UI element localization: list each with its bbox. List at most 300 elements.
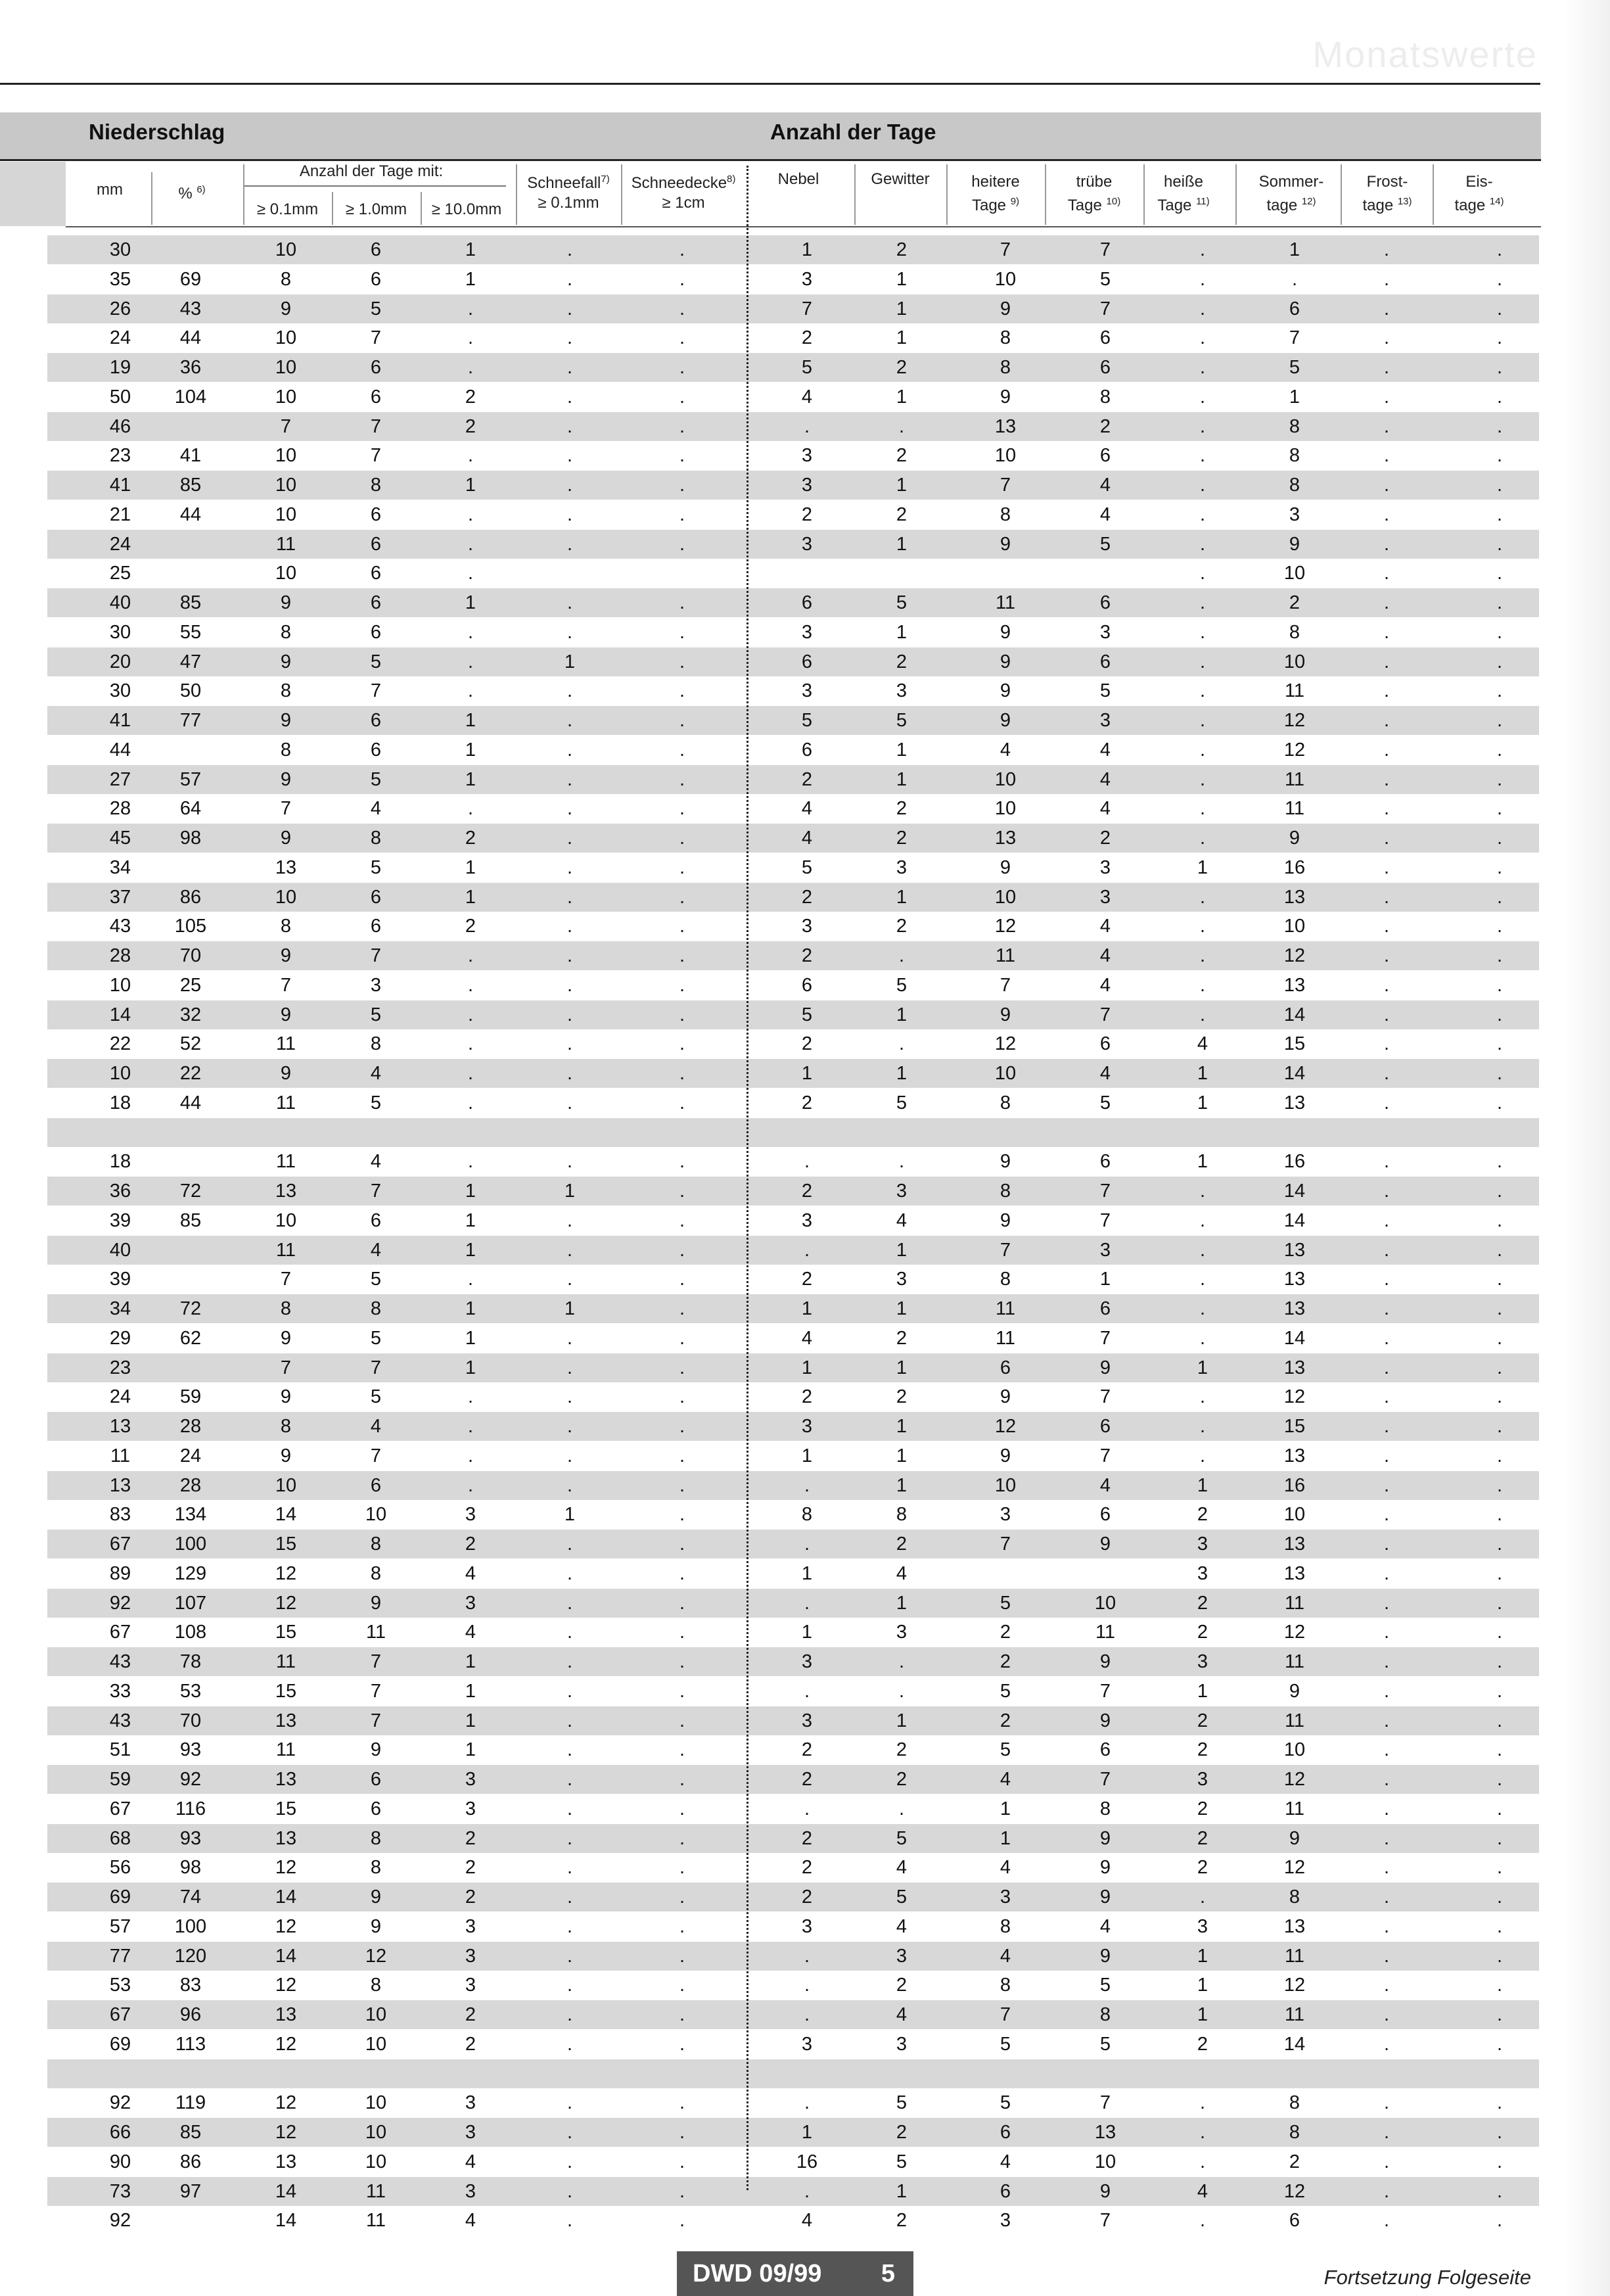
table-cell	[969, 1118, 1042, 1147]
table-cell: 34	[109, 1298, 131, 1319]
table-cell: 2	[801, 1828, 813, 1849]
table-cell: 69	[179, 269, 202, 290]
table-cell: 7	[1099, 2092, 1111, 2113]
table-cell: 78	[179, 1651, 202, 1672]
table-cell: 8	[370, 828, 382, 849]
table-cell: 24	[179, 1445, 202, 1466]
table-cell: .	[679, 1328, 685, 1349]
table-cell: 11	[1284, 1593, 1305, 1614]
table-cell: 90	[109, 2151, 131, 2172]
table-cell: 8	[370, 1033, 382, 1054]
table-cell: .	[679, 1975, 685, 1996]
table-cell: .	[1383, 916, 1390, 937]
table-row	[47, 736, 1539, 764]
table-cell: .	[566, 387, 573, 408]
header-subrule	[243, 185, 506, 187]
table-row	[47, 1206, 1539, 1235]
table-cell: 13	[109, 1416, 131, 1437]
table-cell: 1	[896, 622, 908, 643]
table-cell: 3	[465, 2122, 476, 2143]
table-cell: 16	[1283, 857, 1306, 878]
table-cell: .	[467, 798, 474, 819]
table-cell: 14	[1283, 1004, 1306, 1025]
table-cell: 2	[896, 357, 908, 378]
table-cell: 12	[1283, 1857, 1306, 1878]
table-cell: .	[566, 2122, 573, 2143]
table-cell: 1	[896, 1240, 908, 1261]
table-cell	[1166, 1118, 1239, 1147]
table-cell: .	[566, 1386, 573, 1407]
table-cell: 85	[179, 1210, 202, 1231]
table-cell: 1	[465, 1210, 476, 1231]
table-cell: .	[804, 1946, 810, 1967]
table-cell: .	[1199, 1240, 1206, 1261]
table-cell: .	[1383, 1269, 1390, 1290]
table-cell: 4	[896, 2004, 908, 2025]
table-cell: 8	[370, 1828, 382, 1849]
table-cell: 6	[370, 592, 382, 613]
table-cell: .	[1199, 1886, 1206, 1908]
table-cell: .	[566, 1416, 573, 1437]
table-cell: 11	[1284, 1710, 1305, 1731]
table-cell: 14	[1283, 2034, 1306, 2055]
table-cell: 3	[1197, 1651, 1208, 1672]
table-row	[47, 1147, 1539, 1176]
header-separator	[332, 192, 333, 225]
table-cell: .	[566, 1975, 573, 1996]
table-cell: 108	[174, 1622, 207, 1643]
table-cell: .	[566, 1916, 573, 1937]
table-cell: 12	[275, 2092, 297, 2113]
col-header-heitere-tage: heitere Tage $^{9)}$	[971, 173, 1020, 214]
table-cell: .	[1199, 916, 1206, 937]
table-cell: 15	[1283, 1416, 1306, 1437]
table-cell: .	[1383, 975, 1390, 996]
table-cell: 8	[1000, 1975, 1011, 1996]
table-cell: 36	[109, 1181, 131, 1202]
table-cell: .	[679, 357, 685, 378]
header-separator	[946, 164, 948, 225]
table-cell: 9	[1000, 1210, 1011, 1231]
table-cell: .	[679, 1151, 685, 1172]
table-cell: 4	[1000, 1769, 1011, 1790]
table-cell: .	[1383, 2092, 1390, 2113]
table-cell: 10	[275, 1475, 297, 1496]
table-cell: .	[566, 1151, 573, 1172]
table-cell: .	[1496, 1416, 1503, 1437]
table-cell: 9	[1099, 1710, 1111, 1731]
table-cell: 10	[994, 1063, 1017, 1084]
table-cell: 9	[280, 1445, 292, 1466]
table-cell: .	[898, 1798, 905, 1819]
table-cell: .	[679, 534, 685, 555]
table-cell: 1	[801, 239, 813, 260]
table-cell: 3	[1000, 1504, 1011, 1525]
table-row	[47, 1589, 1539, 1618]
table-cell: .	[566, 1004, 573, 1025]
table-cell: 9	[1000, 387, 1011, 408]
table-cell: 1	[801, 1563, 813, 1584]
table-cell: 3	[801, 1416, 813, 1437]
table-cell: .	[1383, 1886, 1390, 1908]
table-cell: 52	[179, 1033, 202, 1054]
header-separator	[854, 164, 856, 225]
table-cell: 12	[1283, 739, 1306, 761]
table-cell: .	[467, 975, 474, 996]
table-cell: 14	[275, 2181, 297, 2202]
table-cell: .	[1383, 387, 1390, 408]
table-cell: 20	[109, 651, 131, 672]
table-cell: 4	[465, 1563, 476, 1584]
table-cell: 9	[280, 651, 292, 672]
table-cell: 72	[179, 1298, 202, 1319]
table-cell	[646, 1118, 718, 1147]
table-cell	[154, 530, 227, 559]
table-cell: 43	[109, 916, 131, 937]
table-cell: .	[1199, 2122, 1206, 2143]
table-cell: 4	[896, 1916, 908, 1937]
table-cell: .	[566, 975, 573, 996]
table-cell: 8	[1099, 2004, 1111, 2025]
table-cell	[434, 1118, 507, 1147]
table-row	[47, 1912, 1539, 1941]
table-cell: .	[1383, 1181, 1390, 1202]
table-cell: .	[679, 1769, 685, 1790]
table-cell: 7	[370, 945, 382, 966]
table-cell: .	[566, 445, 573, 466]
table-cell: 9	[1000, 1151, 1011, 1172]
table-cell: .	[804, 2004, 810, 2025]
table-cell: .	[1199, 828, 1206, 849]
table-cell: .	[566, 327, 573, 348]
table-cell: .	[1199, 2092, 1206, 2113]
table-row	[47, 794, 1539, 823]
table-cell: 1	[1197, 1975, 1208, 1996]
table-cell: .	[566, 1622, 573, 1643]
section-divider	[747, 166, 748, 2190]
table-cell: 5	[1099, 2034, 1111, 2055]
table-cell: .	[1496, 357, 1503, 378]
table-cell: 8	[1099, 1798, 1111, 1819]
table-cell: .	[566, 769, 573, 790]
header-separator	[1045, 164, 1046, 225]
table-cell	[534, 2059, 606, 2088]
table-cell: 8	[280, 269, 292, 290]
table-cell: 2	[465, 416, 476, 437]
table-cell: 11	[1284, 1946, 1305, 1967]
table-cell: .	[1496, 1240, 1503, 1261]
table-cell: 4	[1197, 2181, 1208, 2202]
table-cell: .	[1383, 1798, 1390, 1819]
table-cell: .	[1383, 1593, 1390, 1614]
table-cell: 4	[1099, 1063, 1111, 1084]
table-row	[47, 971, 1539, 1000]
table-cell: .	[679, 1416, 685, 1437]
table-cell: 12	[994, 1033, 1017, 1054]
table-cell: 5	[370, 857, 382, 878]
table-cell: .	[1383, 828, 1390, 849]
table-cell: 9	[370, 1886, 382, 1908]
table-cell: 6	[370, 622, 382, 643]
table-cell: .	[566, 1946, 573, 1967]
table-cell: 7	[280, 798, 292, 819]
table-cell: 66	[109, 2122, 131, 2143]
table-cell: 34	[109, 857, 131, 878]
table-cell: 7	[1099, 239, 1111, 260]
table-cell: 1	[465, 1739, 476, 1760]
table-cell: .	[679, 1681, 685, 1702]
header-rule	[0, 159, 1541, 161]
table-cell: 5	[1099, 534, 1111, 555]
table-cell: 6	[370, 1798, 382, 1819]
table-cell: .	[679, 769, 685, 790]
table-cell: 1	[896, 1710, 908, 1731]
table-cell: 13	[1283, 1563, 1306, 1584]
table-cell	[1258, 1118, 1331, 1147]
table-cell: .	[1496, 2092, 1503, 2113]
table-cell: .	[566, 1828, 573, 1849]
table-cell: 3	[1099, 622, 1111, 643]
table-row	[47, 1706, 1539, 1735]
table-cell: 3	[1289, 504, 1300, 525]
table-cell: 5	[1000, 1681, 1011, 1702]
table-row	[47, 2177, 1539, 2206]
table-cell: 2	[896, 1769, 908, 1790]
table-cell: .	[804, 1240, 810, 1261]
table-cell: .	[1383, 327, 1390, 348]
table-cell: 10	[275, 504, 297, 525]
table-cell	[771, 559, 843, 588]
table-cell: 1	[1197, 1092, 1208, 1113]
table-cell: 8	[1289, 445, 1300, 466]
table-cell: 30	[109, 239, 131, 260]
table-cell: 1	[465, 1357, 476, 1378]
table-cell: 9	[1289, 1828, 1300, 1849]
table-cell: .	[1496, 1886, 1503, 1908]
top-rule	[0, 83, 1540, 85]
table-cell: 2	[1099, 828, 1111, 849]
table-cell: 8	[1289, 622, 1300, 643]
table-cell: 4	[370, 1151, 382, 1172]
table-cell: 4	[370, 1416, 382, 1437]
table-cell: 59	[109, 1769, 131, 1790]
table-cell: 77	[179, 710, 202, 731]
table-cell: .	[1383, 1946, 1390, 1967]
table-cell	[154, 1265, 227, 1294]
table-cell: 13	[1283, 1269, 1306, 1290]
anzahl-der-tage-heading: Anzahl der Tage	[770, 120, 936, 144]
table-cell: 3	[801, 1651, 813, 1672]
table-cell: 5	[370, 651, 382, 672]
table-cell: 32	[179, 1004, 202, 1025]
table-cell: .	[679, 1504, 685, 1525]
table-cell: .	[1383, 2004, 1390, 2025]
table-cell: 57	[109, 1916, 131, 1937]
table-cell: .	[566, 1210, 573, 1231]
table-cell: 92	[109, 1593, 131, 1614]
table-cell: 14	[275, 1504, 297, 1525]
table-cell: .	[679, 1710, 685, 1731]
table-cell: 2	[801, 1092, 813, 1113]
table-cell: .	[1496, 1710, 1503, 1731]
table-cell: .	[1383, 1681, 1390, 1702]
table-cell	[154, 2059, 227, 2088]
table-cell: .	[679, 798, 685, 819]
table-cell: 9	[1099, 1946, 1111, 1967]
table-cell: .	[898, 1651, 905, 1672]
table-cell: 7	[280, 416, 292, 437]
table-cell: 2	[1000, 1622, 1011, 1643]
table-cell: .	[566, 504, 573, 525]
table-cell: 1	[801, 1357, 813, 1378]
table-cell: 7	[1099, 298, 1111, 319]
table-cell: 3	[801, 1210, 813, 1231]
table-cell: .	[679, 1622, 685, 1643]
table-cell	[1069, 2059, 1141, 2088]
table-cell: 1	[896, 534, 908, 555]
table-cell: 10	[275, 563, 297, 584]
table-cell: 5	[1099, 680, 1111, 701]
col-header-01mm: ≥ 0.1mm	[256, 200, 319, 218]
table-cell: 1	[896, 1063, 908, 1084]
table-cell: 12	[1283, 2181, 1306, 2202]
table-cell: 5	[896, 1828, 908, 1849]
col-header-sommertage: Sommer- tage $^{12)}$	[1258, 173, 1324, 214]
table-cell: 4	[896, 1857, 908, 1878]
ghost-page-title: Monatswerte	[1312, 34, 1538, 75]
table-cell: 1	[896, 1298, 908, 1319]
table-cell: .	[679, 1857, 685, 1878]
table-cell: 1	[896, 298, 908, 319]
table-cell: 1	[465, 857, 476, 878]
table-row	[47, 1559, 1539, 1588]
table-cell: .	[1199, 622, 1206, 643]
table-cell: .	[1199, 680, 1206, 701]
table-cell: 4	[801, 1328, 813, 1349]
table-cell: 10	[275, 327, 297, 348]
table-cell: .	[679, 739, 685, 761]
table-cell: .	[679, 1063, 685, 1084]
table-cell: .	[679, 387, 685, 408]
table-cell: 43	[109, 1651, 131, 1672]
table-cell: .	[679, 1004, 685, 1025]
table-cell: .	[1383, 269, 1390, 290]
table-cell: 10	[275, 357, 297, 378]
table-cell: 8	[1289, 2122, 1300, 2143]
table-cell: 3	[896, 1622, 908, 1643]
table-row	[47, 883, 1539, 912]
table-row	[47, 1971, 1539, 2000]
table-cell: 6	[1099, 592, 1111, 613]
table-cell: 11	[1284, 769, 1305, 790]
table-cell: 4	[1000, 1946, 1011, 1967]
table-cell: 2	[801, 1033, 813, 1054]
table-cell: .	[1383, 1828, 1390, 1849]
table-cell: 4	[370, 1240, 382, 1261]
table-cell: 3	[465, 1798, 476, 1819]
table-cell: 7	[1000, 475, 1011, 496]
table-cell: .	[566, 239, 573, 260]
table-cell: .	[566, 739, 573, 761]
table-cell: .	[679, 592, 685, 613]
table-cell: .	[1496, 916, 1503, 937]
table-cell: 11	[1284, 798, 1305, 819]
table-cell: .	[1383, 1092, 1390, 1113]
table-cell: .	[1199, 1416, 1206, 1437]
table-cell: 86	[179, 2151, 202, 2172]
table-cell	[154, 2206, 227, 2235]
table-cell: .	[566, 1328, 573, 1349]
table-cell: 12	[275, 1916, 297, 1937]
table-cell: .	[679, 1269, 685, 1290]
table-row	[47, 1177, 1539, 1206]
table-cell: .	[566, 857, 573, 878]
table-cell: 7	[280, 975, 292, 996]
table-row	[47, 1824, 1539, 1853]
table-row	[47, 1089, 1539, 1117]
table-cell: 92	[109, 2092, 131, 2113]
table-cell: 69	[109, 2034, 131, 2055]
table-cell: 13	[275, 857, 297, 878]
col-header-100mm: ≥ 10.0mm	[431, 200, 502, 218]
table-row	[47, 1294, 1539, 1323]
table-cell: 3	[896, 2034, 908, 2055]
table-cell: .	[679, 1563, 685, 1584]
table-cell: 13	[275, 2004, 297, 2025]
table-cell: 77	[109, 1946, 131, 1967]
table-cell: 9	[1099, 1886, 1111, 1908]
table-cell: 2	[896, 828, 908, 849]
table-cell: 96	[179, 2004, 202, 2025]
table-cell: .	[467, 1475, 474, 1496]
table-cell: .	[566, 2181, 573, 2202]
table-cell: 1	[896, 387, 908, 408]
table-cell: 8	[370, 1534, 382, 1555]
table-cell: 12	[365, 1946, 387, 1967]
table-row	[47, 2088, 1539, 2117]
table-cell: .	[679, 828, 685, 849]
table-row	[47, 1677, 1539, 1706]
table-cell: 56	[109, 1857, 131, 1878]
table-cell: .	[679, 2092, 685, 2113]
table-cell: .	[679, 269, 685, 290]
table-cell: .	[1496, 534, 1503, 555]
table-cell: 2	[1000, 1710, 1011, 1731]
table-cell: 3	[801, 445, 813, 466]
table-cell: 3	[465, 1916, 476, 1937]
table-cell: 2	[465, 1886, 476, 1908]
table-cell: 10	[365, 2122, 387, 2143]
table-cell: 7	[370, 1445, 382, 1466]
table-cell: 2	[801, 1386, 813, 1407]
table-cell: .	[1496, 1386, 1503, 1407]
table-cell: .	[1496, 416, 1503, 437]
table-cell: .	[898, 945, 905, 966]
table-cell	[154, 1236, 227, 1265]
table-cell: 2	[896, 651, 908, 672]
table-cell: 5	[1099, 1975, 1111, 1996]
table-cell: 57	[179, 769, 202, 790]
table-cell: 5	[1000, 1593, 1011, 1614]
table-cell: 9	[1000, 1445, 1011, 1466]
table-cell: 18	[109, 1151, 131, 1172]
table-cell: .	[804, 1975, 810, 1996]
table-cell: 2	[1197, 1593, 1208, 1614]
table-cell: 12	[1283, 945, 1306, 966]
table-cell: .	[679, 2181, 685, 2202]
header-separator	[243, 164, 244, 225]
table-cell: 7	[1099, 1181, 1111, 1202]
